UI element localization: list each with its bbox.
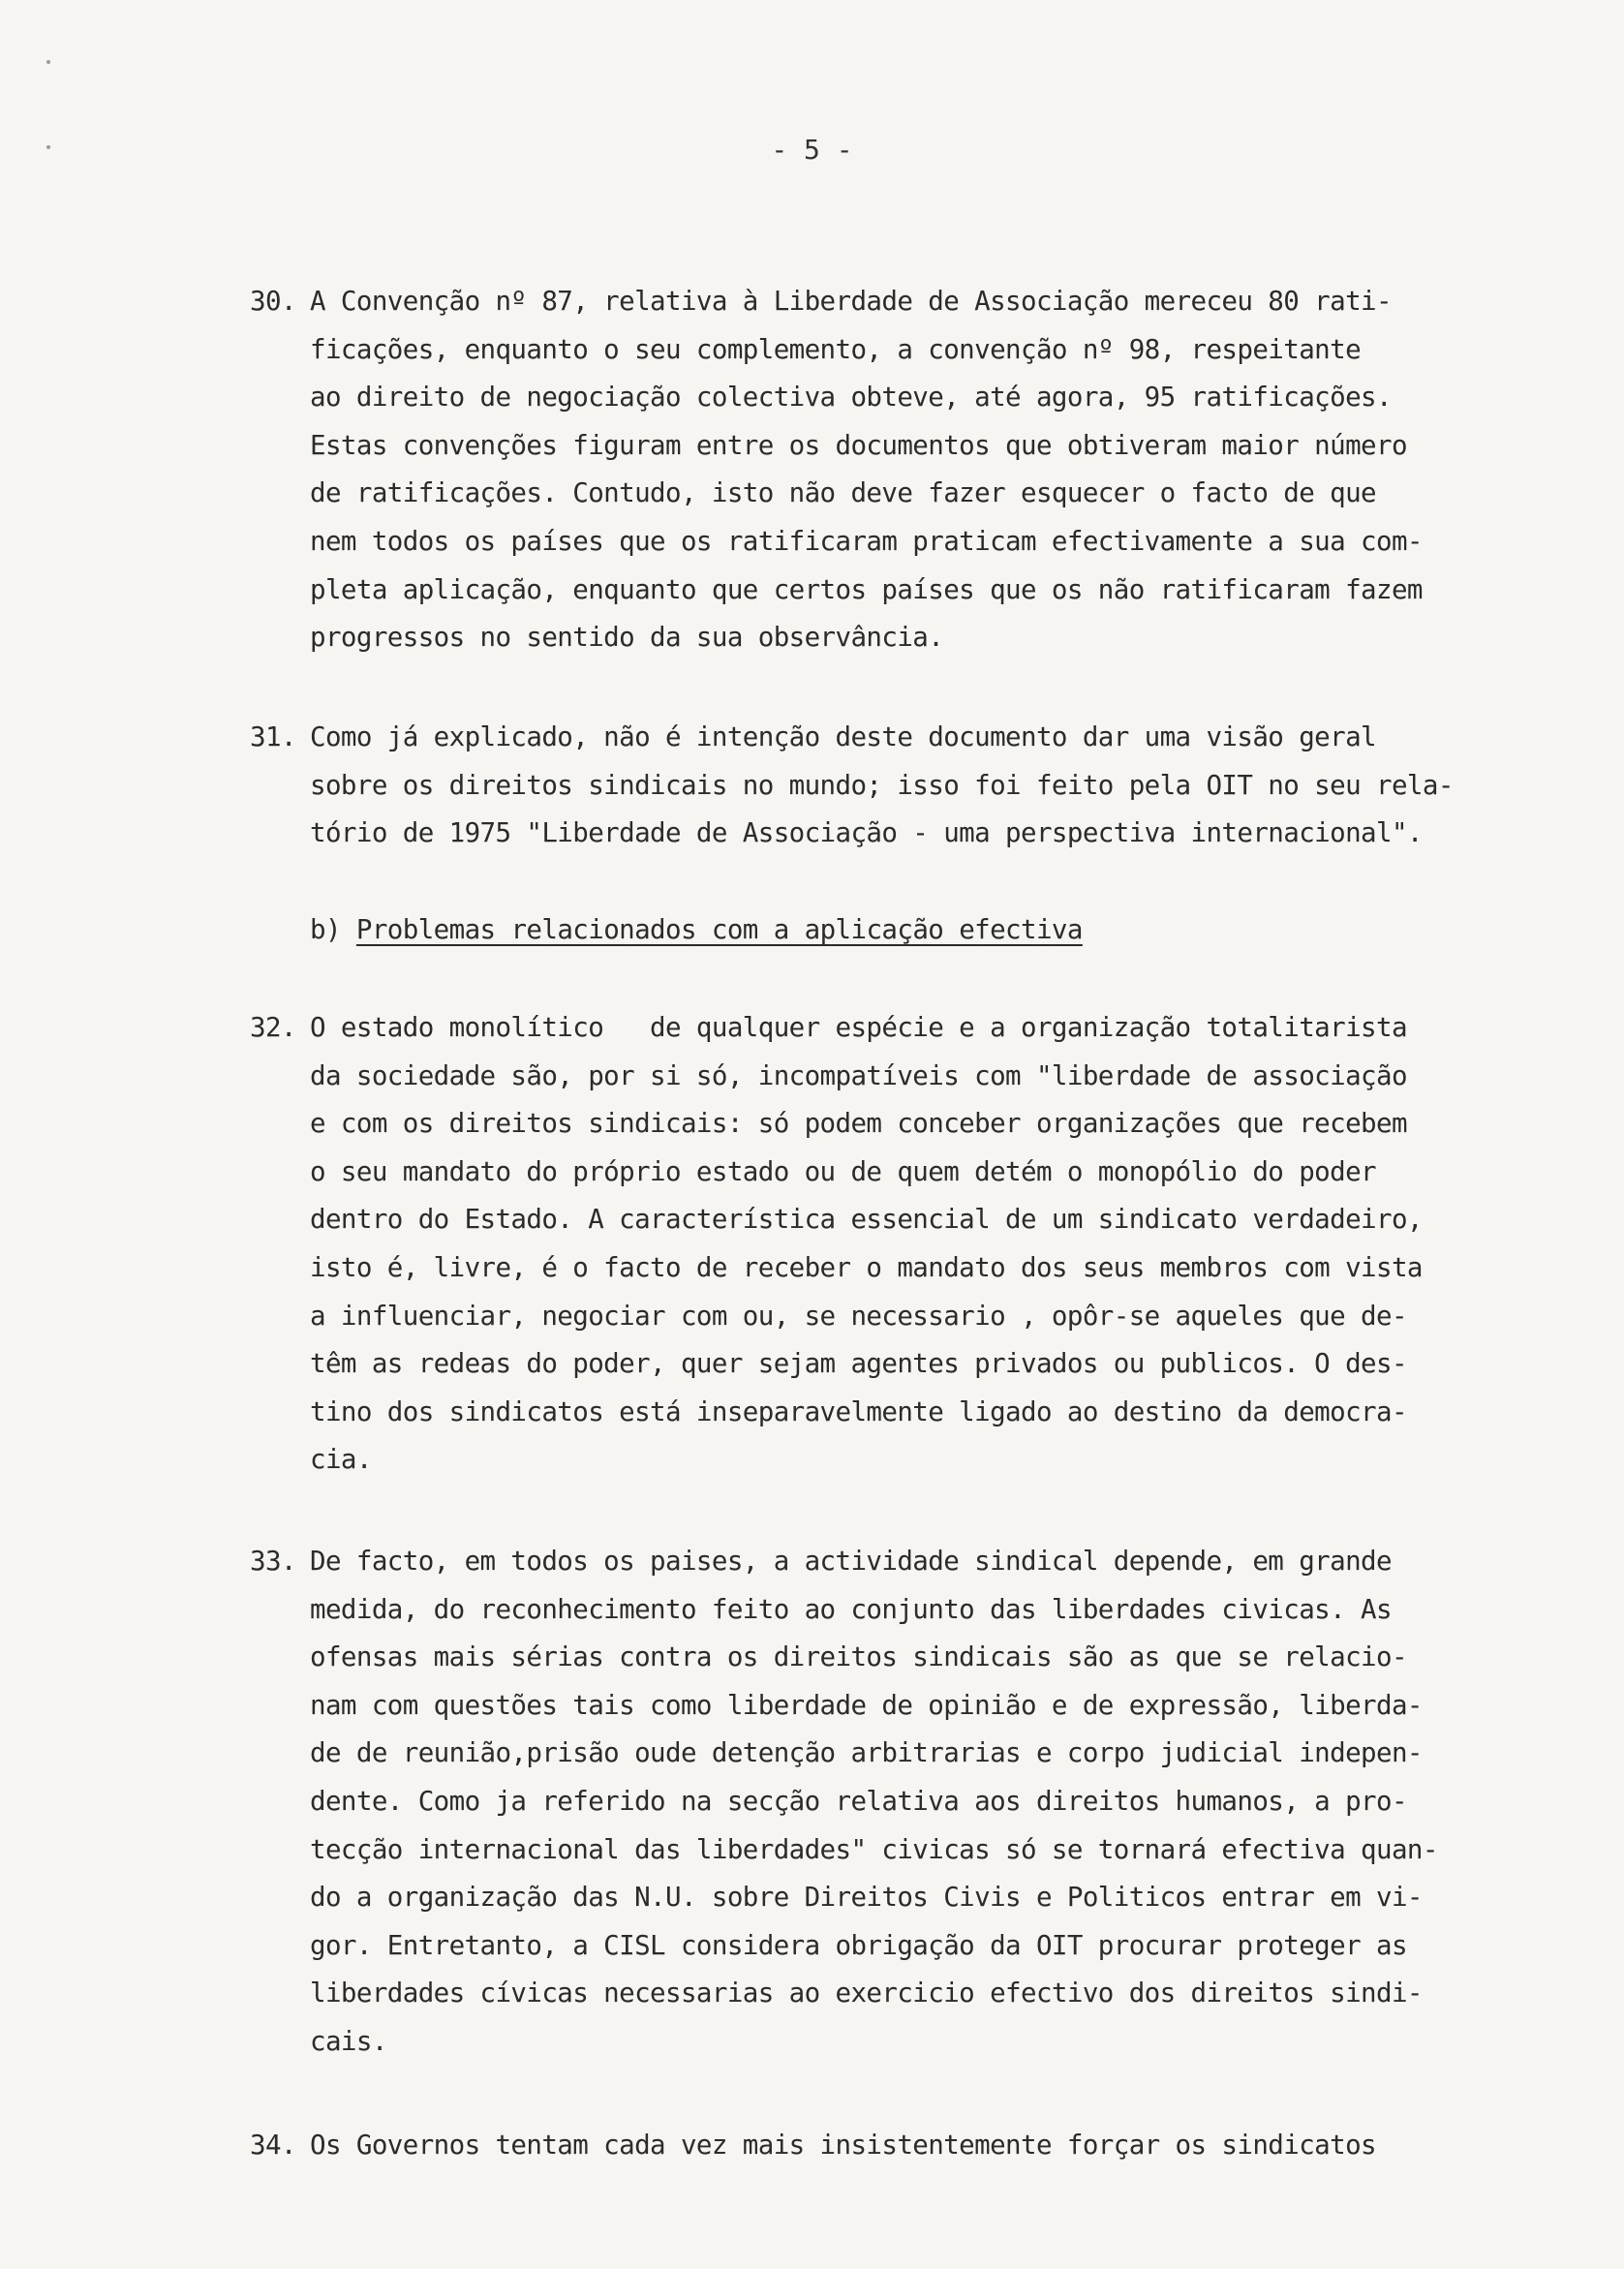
paragraph-number: 32. <box>250 1012 296 1043</box>
heading-prefix: b) <box>310 914 341 945</box>
text-line: A Convenção nº 87, relativa à Liberdade de Associação mereceu 80 rati- <box>310 286 1392 317</box>
text-line: Estas convenções figuram entre os documentos que obtiveram maior número <box>310 429 1407 461</box>
text-line: têm as redeas do poder, quer sejam agentes privados ou publicos. O des- <box>310 1348 1407 1380</box>
text-line: ficações, enquanto o seu complemento, a convenção nº 98, respeitante <box>310 333 1362 365</box>
paragraph-30 <box>250 278 1509 662</box>
text-line: progressos no sentido da sua observância. <box>310 622 944 654</box>
text-line: liberdades cívicas necessarias ao exercicio efectivo dos direitos sindi- <box>310 1978 1423 2009</box>
text-line: nam com questões tais como liberdade de opinião e de expressão, liberda- <box>310 1689 1423 1721</box>
paragraph-34 <box>250 2122 1509 2170</box>
text-line: sobre os direitos sindicais no mundo; isso foi feito pela OIT no seu rela- <box>310 769 1454 801</box>
text-line: De facto, em todos os paises, a actividade sindical depende, em grande <box>310 1546 1392 1577</box>
text-line: ofensas mais sérias contra os direitos sindicais são as que se relacio- <box>310 1641 1407 1673</box>
text-line: cia. <box>310 1444 372 1476</box>
text-line: da sociedade são, por si só, incompatíveis com "liberdade de associação <box>310 1059 1407 1091</box>
paragraph-number: 31. <box>250 721 296 752</box>
heading-text: Problemas relacionados com a aplicação efectiva <box>355 914 1083 945</box>
paragraph-number: 34. <box>250 2130 296 2161</box>
text-line: dente. Como ja referido na secção relativa aos direitos humanos, a pro- <box>310 1785 1407 1817</box>
paragraph-number: 33. <box>250 1546 296 1577</box>
text-line: Como já explicado, não é intenção deste documento dar uma visão geral <box>310 721 1376 752</box>
section-heading <box>310 906 1472 955</box>
text-line: dentro do Estado. A característica essencial de um sindicato verdadeiro, <box>310 1204 1423 1236</box>
paragraph-number: 30. <box>250 286 296 317</box>
text-line: a influenciar, negociar com ou, se necessario , opôr-se aqueles que de- <box>310 1300 1407 1332</box>
text-line: do a organização das N.U. sobre Direitos Civis e Politicos entrar em vi- <box>310 1882 1423 1914</box>
text-line: O estado monolítico de qualquer espécie e a organização totalitarista <box>310 1012 1407 1043</box>
text-line: e com os direitos sindicais: só podem conceber organizações que recebem <box>310 1108 1407 1140</box>
text-line: ao direito de negociação colectiva obteve, até agora, 95 ratificações. <box>310 382 1392 414</box>
page-number: - 5 - <box>771 134 853 166</box>
text-line: medida, do reconhecimento feito ao conjunto das liberdades civicas. As <box>310 1593 1392 1625</box>
text-line: de de reunião,prisão oude detenção arbitrarias e corpo judicial indepen- <box>310 1737 1423 1769</box>
text-line: tino dos sindicatos está inseparavelmente ligado ao destino da democra- <box>310 1395 1407 1427</box>
paragraph-33 <box>250 1538 1509 2067</box>
text-line: tecção internacional das liberdades" civicas só se tornará efectiva quan- <box>310 1833 1438 1865</box>
text-line: nem todos os países que os ratificaram praticam efectivamente a sua com- <box>310 525 1423 557</box>
text-line: de ratificações. Contudo, isto não deve fazer esquecer o facto de que <box>310 477 1376 509</box>
text-line: pleta aplicação, enquanto que certos países que os não ratificaram fazem <box>310 573 1423 605</box>
paragraph-32 <box>250 1004 1509 1485</box>
text-line: isto é, livre, é o facto de receber o mandato dos seus membros com vista <box>310 1251 1423 1283</box>
text-line: o seu mandato do próprio estado ou de quem detém o monopólio do poder <box>310 1155 1376 1187</box>
text-line: Os Governos tentam cada vez mais insistentemente forçar os sindicatos <box>310 2130 1376 2161</box>
text-line: gor. Entretanto, a CISL considera obrigação da OIT procurar proteger as <box>310 1929 1407 1961</box>
text-line: tório de 1975 "Liberdade de Associação - uma perspectiva internacional". <box>310 817 1423 849</box>
text-line: cais. <box>310 2025 387 2057</box>
paragraph-31 <box>250 714 1509 858</box>
